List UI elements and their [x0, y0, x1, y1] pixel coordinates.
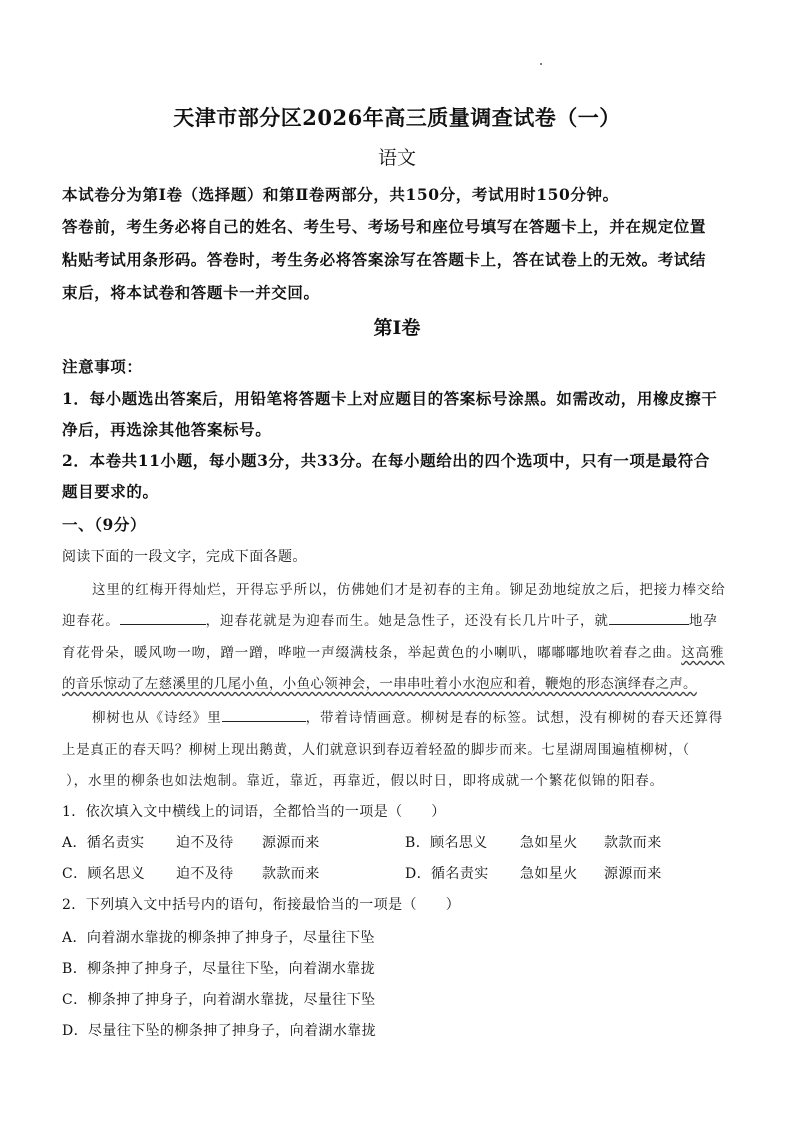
q1-option-a-term-1: A．循名责实	[62, 835, 145, 851]
wavy-underlined-text: 这高雅	[681, 645, 725, 661]
passage-line-2	[62, 609, 742, 629]
notice-label: 注意事项：	[62, 357, 143, 376]
q1-option-d-term-3: 源源而来	[604, 866, 662, 882]
passage-line-3	[62, 641, 742, 661]
passage-text: ，迎春花就是为迎春而生。她是急性子，还没有长几片叶子，就	[205, 613, 609, 629]
q2-option-c: C．柳条抻了抻身子，向着湖水靠拢，尽量往下坠	[62, 992, 376, 1008]
q2-option-b: B．柳条抻了抻身子，尽量往下坠，向着湖水靠拢	[62, 961, 376, 977]
subject-title: 语文	[377, 147, 416, 169]
passage-line-6: 上是真正的春天吗？柳树上现出鹅黄，人们就意识到春迈着轻盈的脚步而来。七星湖周围遍植柳树，（	[62, 742, 690, 758]
notice-1-line-2: 净后，再选涂其他答案标号。	[62, 420, 272, 439]
intro-line-3: 粘贴考试用条形码。答卷时，考生务必将答案涂写在答题卡上，答在试卷上的无效。考试结	[62, 250, 707, 269]
q1-option-a-term-2: 迫不及待	[176, 835, 234, 851]
question-1-stem: 1．依次填入文中横线上的词语，全都恰当的一项是（ ）	[62, 804, 446, 820]
q1-option-c-term-2: 迫不及待	[176, 866, 234, 882]
q1-option-b-term-3: 款款而来	[604, 835, 662, 851]
answer-blank-3	[222, 707, 306, 722]
part1-title: 第Ⅰ卷	[373, 317, 421, 339]
wavy-underlined-text: 的音乐惊动了左慈溪里的几尾小鱼，小鱼心领神会，一串串吐着小水泡应和着，鞭炮的形态演绎春之声。	[62, 676, 697, 692]
q2-option-a: A．向着湖水靠拢的柳条抻了抻身子，尽量往下坠	[62, 930, 375, 946]
exam-title: 天津市部分区2026年高三质量调查试卷（一）	[173, 105, 621, 130]
intro-line-4: 束后，将本试卷和答题卡一并交回。	[62, 283, 320, 302]
question-2-stem: 2．下列填入文中括号内的语句，衔接最恰当的一项是（ ）	[62, 897, 461, 913]
section1-heading: 一、（9分）	[62, 515, 147, 534]
passage-line-1: 这里的红梅开得灿烂，开得忘乎所以，仿佛她们才是初春的主角。铆足劲地绽放之后，把接力棒交给	[92, 582, 726, 598]
section1-instruction: 阅读下面的一段文字，完成下面各题。	[62, 549, 307, 565]
notice-2-line-1: 2．本卷共11小题，每小题3分，共33分。在每小题给出的四个选项中，只有一项是最符合	[62, 451, 710, 470]
passage-text: 地孕	[688, 613, 718, 629]
passage-text: ，带着诗情画意。柳树是春的标签。试想，没有柳树的春天还算得	[305, 710, 724, 726]
q1-option-c-term-3: 款款而来	[262, 866, 320, 882]
answer-blank-2	[609, 610, 689, 625]
passage-text: 柳树也从《诗经》里	[92, 710, 222, 726]
notice-2-line-2: 题目要求的。	[62, 482, 159, 501]
q1-option-d-term-1: D．循名责实	[405, 866, 489, 882]
intro-line-1: 本试卷分为第Ⅰ卷（选择题）和第Ⅱ卷两部分，共150分，考试用时150分钟。	[62, 185, 619, 204]
q1-option-a-term-3: 源源而来	[262, 835, 320, 851]
scan-speck	[540, 63, 542, 65]
notice-1-line-1: 1．每小题选出答案后，用铅笔将答题卡上对应题目的答案标号涂黑。如需改动，用橡皮擦干	[62, 389, 718, 408]
passage-line-5	[92, 706, 772, 726]
intro-line-2: 答卷前，考生务必将自己的姓名、考生号、考场号和座位号填写在答题卡上，并在规定位置	[62, 217, 707, 236]
passage-line-7: ），水里的柳条也如法炮制。靠近，靠近，再靠近，假以时日，即将成就一个繁花似锦的阳春。	[66, 773, 665, 789]
q1-option-b-term-2: 急如星火	[520, 835, 578, 851]
passage-text: 育花骨朵，暖风吻一吻，蹭一蹭，哗啦一声缀满枝条，举起黄色的小喇叭，嘟嘟嘟地吹着春之曲。	[62, 645, 682, 661]
passage-line-4	[62, 672, 742, 692]
q1-option-d-term-2: 急如星火	[520, 866, 578, 882]
answer-blank-1	[120, 610, 206, 625]
passage-text: 迎春花。	[62, 613, 120, 629]
q2-option-d: D．尽量往下坠的柳条抻了抻身子，向着湖水靠拢	[62, 1023, 377, 1039]
q1-option-c-term-1: C．顾名思义	[62, 866, 146, 882]
q1-option-b-term-1: B．顾名思义	[405, 835, 488, 851]
